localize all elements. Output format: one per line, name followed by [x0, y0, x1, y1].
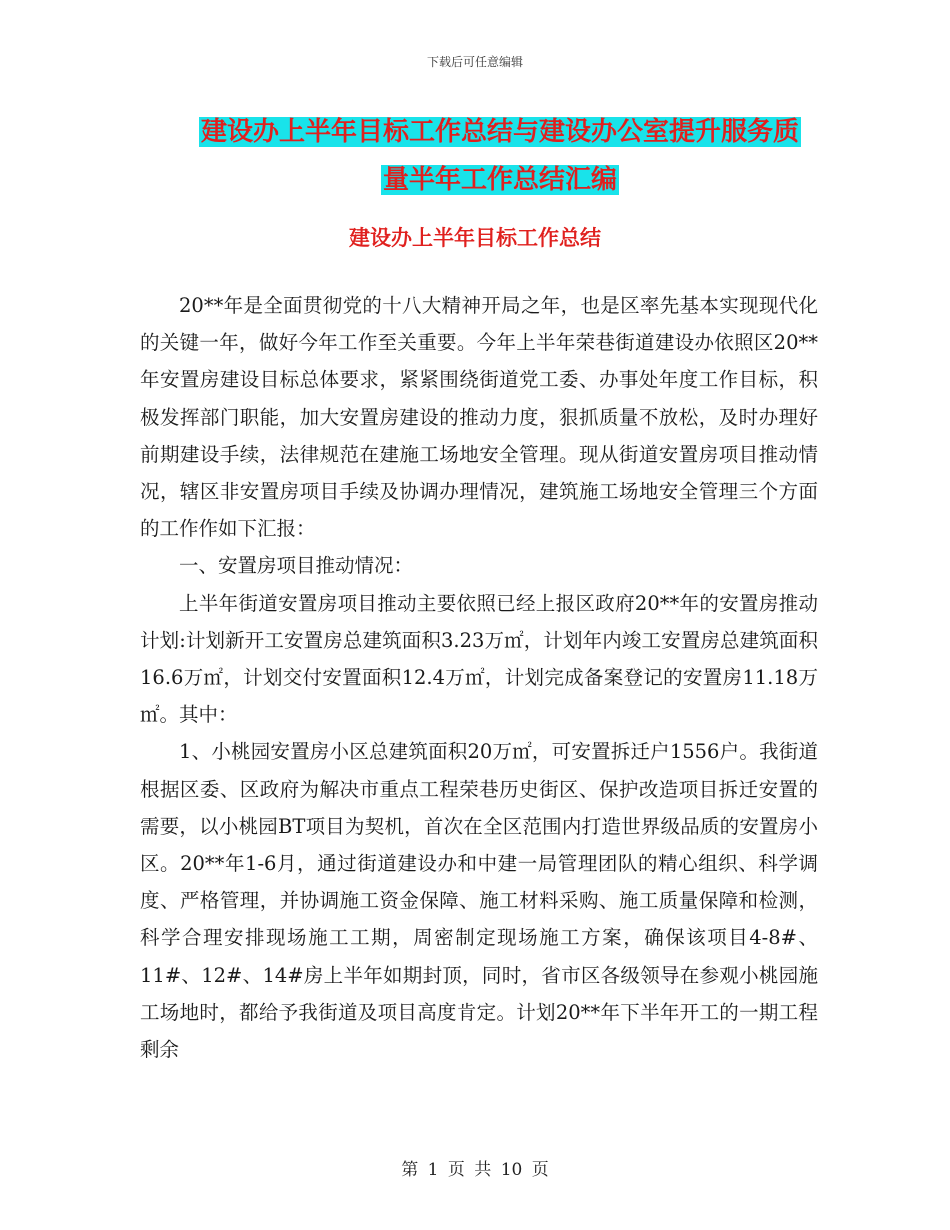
paragraph-heading-1: 一、安置房项目推动情况：: [179, 554, 414, 578]
page-footer: 第 1 页 共 10 页: [401, 1160, 549, 1180]
title-line-2: 量半年工作总结汇编: [382, 165, 617, 195]
paragraph-item-1: 1、小桃园安置房小区总建筑面积20万㎡，可安置拆迁户1556户。我街道根据区委、区政府为解决市重点工程荣巷历史街区、保护改造项目拆迁安置的需要，以小桃园BT项目为契机，首次在全区范围内打造世界级品质的安置房小区。20**年1-6月，通过街道建设办和中建一局管理团队的精心组织、科学调度、严格管理，并协调施工资金保障、施工材料采购、施工质量保障和检测，科学合理安排现场施工工期，周密制定现场施工方案，确保该项目4-8#、11#、12#、14#房上半年如期封顶，同时，省市区各级领导在参观小桃园施工场地时，都给予我街道及项目高度肯定。计划20**年下半年开工的一期工程剩余: [140, 740, 818, 1062]
paragraph-plan: 上半年街道安置房项目推动主要依照已经上报区政府20**年的安置房推动计划:计划新开工安置房总建筑面积3.23万㎡，计划年内竣工安置房总建筑面积16.6万㎡，计划交付安置面积12.4万㎡，计划完成备案登记的安置房11.18万㎡。其中：: [140, 591, 818, 727]
section-title: 建设办上半年目标工作总结: [349, 226, 601, 250]
document-body: [140, 287, 818, 1068]
document-title: [140, 108, 860, 204]
paragraph-intro: 20**年是全面贯彻党的十八大精神开局之年，也是区率先基本实现现代化的关键一年，做好今年工作至关重要。今年上半年荣巷街道建设办依照区20**年安置房建设目标总体要求，紧紧围绕街道党工委、办事处年度工作目标，积极发挥部门职能，加大安置房建设的推动力度，狠抓质量不放松，及时办理好前期建设手续，法律规范在建施工场地安全管理。现从街道安置房项目推动情况，辖区非安置房项目手续及协调办理情况，建筑施工场地安全管理三个方面的工作作如下汇报：: [140, 294, 818, 541]
title-line-1: 建设办上半年目标工作总结与建设办公室提升服务质: [200, 117, 799, 147]
header-note: 下载后可任意编辑: [426, 55, 523, 69]
